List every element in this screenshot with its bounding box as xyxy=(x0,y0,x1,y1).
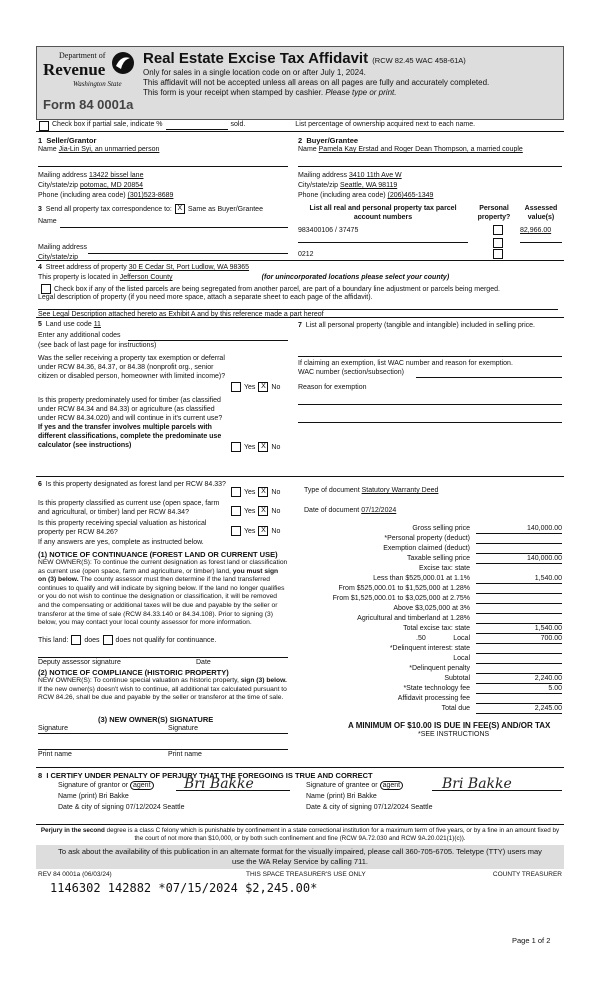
print-name-label-1: Print name xyxy=(38,751,72,758)
revenue-swoosh-icon xyxy=(111,51,135,75)
tier-3-value[interactable] xyxy=(476,595,562,604)
treasurer-stamp: 1146302 142882 *07/15/2024 $2,245.00* xyxy=(50,881,318,895)
s7-line-1[interactable] xyxy=(298,356,562,357)
grantee-date[interactable]: 07/12/2024 Seattle xyxy=(373,804,433,811)
new-owner-print-line[interactable] xyxy=(38,749,288,750)
rcw-ref: (RCW 82.45 WAC 458-61A) xyxy=(372,56,466,65)
notice-2-title: (2) NOTICE OF COMPLIANCE (HISTORIC PROPERTY) xyxy=(38,668,229,677)
personal-checkbox-2[interactable] xyxy=(493,238,503,248)
delinquent-penalty-label: *Delinquent penalty xyxy=(409,665,470,672)
grantee-sig-row: Signature of grantee or agent xyxy=(306,782,403,790)
assessed-value-1[interactable]: 82,966.00 xyxy=(520,227,552,234)
notice-3-title: (3) NEW OWNER(S) SIGNATURE xyxy=(98,715,214,724)
this-land-row: This land: does does not qualify for continuance. xyxy=(38,636,217,644)
exemption-label: Exemption claimed (deduct) xyxy=(383,545,470,552)
certify-statement: 8 I CERTIFY UNDER PENALTY OF PERJURY THAT THE FOREGOING IS TRUE AND CORRECT xyxy=(38,771,373,780)
subtotal-value[interactable]: 2,240.00 xyxy=(476,675,562,684)
partial-percent-field[interactable] xyxy=(166,121,228,130)
s7-text: 7 List all personal property (tangible and intangible) included in selling price. xyxy=(298,322,535,329)
partial-sale-label: Check box if partial sale, indicate % xyxy=(52,121,163,129)
seller-city[interactable]: potomac, MD 20854 xyxy=(80,182,144,189)
dept-label: Department of xyxy=(59,51,106,60)
segregated-checkbox[interactable] xyxy=(41,284,51,294)
tier-5-value[interactable] xyxy=(476,615,562,624)
header-line-3: This form is your receipt when stamped by cashier. Please type or print. xyxy=(143,88,397,97)
delinquent-state-label: *Delinquent interest: state xyxy=(389,645,470,652)
tier-1-value[interactable]: 1,540.00 xyxy=(476,575,562,584)
land-use-row: 5 Land use code 11 xyxy=(38,321,224,329)
total-due-label: Total due xyxy=(441,705,470,712)
deputy-date-label: Date xyxy=(196,659,211,666)
s5-question-2: Is this property predominately used for timber (as classified under RCW 84.34 and 84.33) or agriculture (as classified under RCW 84.34.020) and will continue in it's current use? If yes and the transfer involves multiple parcels with different classifications, complete the predominate use calculator (see instructions) xyxy=(38,397,223,449)
s3-name-line[interactable] xyxy=(60,227,288,228)
tier-5-label: Agricultural and timberland at 1.28% xyxy=(357,615,470,622)
partial-sale-checkbox[interactable] xyxy=(39,121,49,131)
parcel-line-1 xyxy=(298,242,468,243)
footer-row xyxy=(36,869,564,881)
tier-2-label: From $525,000.01 to $1,525,000 at 1.28% xyxy=(338,585,470,592)
total-state-value[interactable]: 1,540.00 xyxy=(476,625,562,634)
wac-line[interactable] xyxy=(416,377,562,378)
legal-label: Legal description of property (if you need more space, attach a separate sheet to each page of the affidavit). xyxy=(38,294,373,301)
s6-q1-yes-checkbox[interactable] xyxy=(231,487,241,497)
delinquent-local-label: Local xyxy=(453,655,470,662)
local-rate[interactable]: .50 xyxy=(416,635,426,642)
s6-q3-no-checkbox[interactable]: X xyxy=(258,526,268,536)
revenue-logo xyxy=(39,49,137,115)
taxable-value[interactable]: 140,000.00 xyxy=(476,555,562,564)
s7-claim: If claiming an exemption, list WAC number and reason for exemption. xyxy=(298,360,513,367)
gross-label: Gross selling price xyxy=(412,525,470,532)
seller-mail-row: Mailing address 13422 bissel lane xyxy=(38,172,144,179)
doc-date[interactable]: 07/12/2024 xyxy=(361,507,397,514)
seller-name[interactable]: Jia-Lin Syi, an unmarried person xyxy=(58,146,160,153)
ownership-note: List percentage of ownership acquired next to each name. xyxy=(295,121,476,129)
same-as-buyer-checkbox[interactable]: X xyxy=(175,204,185,214)
s5-q2-no-checkbox[interactable]: X xyxy=(258,442,268,452)
deputy-line[interactable] xyxy=(38,657,288,658)
seller-buyer-section xyxy=(36,131,564,260)
subtotal-label: Subtotal xyxy=(444,675,470,682)
deputy-label: Deputy assessor signature xyxy=(38,659,121,666)
delinquent-penalty-value[interactable] xyxy=(476,665,562,674)
s6-question-1: 6 Is this property designated as forest land per RCW 84.33? xyxy=(38,481,226,488)
accessibility-notice: To ask about the availability of this publication in an alternate format for the visually impaired, please call 360-705-6705. Teletype (TTY) users may use the WA Relay Service by calling 711. xyxy=(36,845,564,869)
s7-reason: Reason for exemption xyxy=(298,384,367,391)
grantor-date[interactable]: 07/12/2024 Seattle xyxy=(125,804,185,811)
s6-q2-answer: Yes X No xyxy=(228,506,280,516)
local-value[interactable]: 700.00 xyxy=(476,635,562,644)
delinquent-state-value[interactable] xyxy=(476,645,562,654)
personal-col-header: Personal property? xyxy=(477,205,511,221)
s5-q2-yes-checkbox[interactable] xyxy=(231,442,241,452)
rev-number: REV 84 0001a (06/03/24) xyxy=(38,871,112,878)
see-instructions: (see back of last page for instructions) xyxy=(38,342,157,349)
seller-mail[interactable]: 13422 bissel lane xyxy=(88,172,144,179)
buyer-blank-line xyxy=(298,166,562,167)
grantee-sig-line xyxy=(432,790,562,791)
buyer-city[interactable]: Seattle, WA 98119 xyxy=(340,182,398,189)
s7-wac: WAC number (section/subsection) xyxy=(298,369,404,376)
print-name-label-2: Print name xyxy=(168,751,202,758)
section-8 xyxy=(36,767,564,824)
parcels-col-header: List all real and personal property tax parcel account numbers xyxy=(309,205,457,221)
legal-blank-line xyxy=(38,309,558,310)
seller-heading: 1 Seller/Grantor xyxy=(38,136,97,145)
partial-sale-row xyxy=(36,120,564,131)
addl-codes-label: Enter any additional codes xyxy=(38,332,121,339)
form-title: Real Estate Excise Tax Affidavit (RCW 82.45 WAC 458-61A) xyxy=(143,50,466,67)
buyer-phone[interactable]: (206)465-1349 xyxy=(387,192,434,199)
affidavit-fee-value[interactable] xyxy=(476,695,562,704)
s6-q1-answer: Yes X No xyxy=(228,487,280,497)
personal-checkbox-3[interactable] xyxy=(493,249,503,259)
section-4 xyxy=(36,260,564,317)
s3-mail-label: Mailing address xyxy=(38,244,88,251)
s3-mail-line[interactable] xyxy=(88,253,288,254)
reason-line-1[interactable] xyxy=(298,404,562,405)
grantor-sig-row: Signature of grantor or agent xyxy=(58,782,154,790)
buyer-mail-row: Mailing address 3410 11th Ave W xyxy=(298,172,402,179)
s3-name-label: Name xyxy=(38,218,57,225)
tier-2-value[interactable] xyxy=(476,585,562,594)
s6-q3-yes-checkbox[interactable] xyxy=(231,526,241,536)
buyer-mail[interactable]: 3410 11th Ave W xyxy=(348,172,402,179)
page-number: Page 1 of 2 xyxy=(512,936,551,945)
buyer-city-row: City/state/zip Seattle, WA 98119 xyxy=(298,182,398,189)
tax-table xyxy=(298,525,564,741)
seller-phone-row: Phone (including area code) (301)523-8689 xyxy=(38,192,174,199)
doc-type-row: Type of document Statutory Warranty Deed xyxy=(304,487,522,495)
s3-city-label: City/state/zip xyxy=(38,254,79,261)
header-line-2: This affidavit will not be accepted unless all areas on all pages are fully and accurately completed. xyxy=(143,78,490,87)
see-instructions-note: *SEE INSTRUCTIONS xyxy=(418,731,490,738)
gross-value[interactable]: 140,000.00 xyxy=(476,525,562,534)
s6-question-2: Is this property classified as current use (open space, farm and agricultural, or timber) land per RCW 84.34? xyxy=(38,500,220,516)
parcel-1[interactable]: 983400106 / 37475 xyxy=(298,227,359,234)
personal-label: *Personal property (deduct) xyxy=(384,535,470,542)
s6-q2-no-checkbox[interactable]: X xyxy=(258,506,268,516)
tier-4-label: Above $3,025,000 at 3% xyxy=(393,605,470,612)
grantor-signature[interactable]: Bri Bakke xyxy=(184,776,254,792)
tier-3-label: From $1,525,000.01 to $3,025,000 at 2.75% xyxy=(332,595,470,602)
grantor-name[interactable]: Bri Bakke xyxy=(98,793,129,800)
buyer-heading: 2 Buyer/Grantee xyxy=(298,136,359,145)
street-address[interactable]: 30 E Cedar St, Port Ludlow, WA 98365 xyxy=(128,264,250,271)
excise-state-label: Excise tax: state xyxy=(419,565,470,572)
grantee-name[interactable]: Bri Bakke xyxy=(346,793,377,800)
tier-1-label: Less than $525,000.01 at 1.1% xyxy=(373,575,470,582)
s6-q3-answer: Yes X No xyxy=(228,526,280,536)
grantee-date-row: Date & city of signing 07/12/2024 Seattle xyxy=(306,804,433,811)
legal-description[interactable]: See Legal Description attached hereto as Exhibit A and by this reference made a part hereof xyxy=(38,311,324,318)
grantee-name-row: Name (print) Bri Bakke xyxy=(306,793,377,800)
s6-question-3: Is this property receiving special valuation as historical property per RCW 84.26? xyxy=(38,520,207,536)
signature-label-2: Signature xyxy=(168,725,198,732)
seller-city-row: City/state/zip potomac, MD 20854 xyxy=(38,182,144,189)
personal-checkbox-1[interactable] xyxy=(493,225,503,235)
notice-2-text: NEW OWNER(S): To continue special valuation as historic property, sign (3) below. If the new owner(s) doesn't wish to continue, all additional tax calculated pursuant to RCW 84.26, shall be due and payable by the seller or transferor at the time of sale. xyxy=(38,677,287,702)
assessed-col-header: Assessed value(s) xyxy=(524,205,558,221)
s5-q1-yes-checkbox[interactable] xyxy=(231,382,241,392)
seller-name-row: Name Jia-Lin Syi, an unmarried person xyxy=(38,146,160,153)
buyer-name-row: Name Pamela Kay Erstad and Roger Dean Thompson, a married couple xyxy=(298,146,523,153)
exemption-value[interactable] xyxy=(476,545,562,554)
county-value[interactable]: Jefferson County xyxy=(119,274,173,281)
s6-q2-yes-checkbox[interactable] xyxy=(231,506,241,516)
s6-if-any: If any answers are yes, complete as instructed below. xyxy=(38,539,204,546)
s6-q1-no-checkbox[interactable]: X xyxy=(258,487,268,497)
title-area xyxy=(143,50,559,98)
grantor-name-row: Name (print) Bri Bakke xyxy=(58,793,129,800)
does-not-checkbox[interactable] xyxy=(103,635,113,645)
notice-1-title: (1) NOTICE OF CONTINUANCE (FOREST LAND OR CURRENT USE) xyxy=(38,550,278,559)
form-number: Form 84 0001a xyxy=(43,97,134,112)
addl-codes-line[interactable] xyxy=(128,340,288,341)
s5-q1-no-checkbox[interactable]: X xyxy=(258,382,268,392)
grantor-sig-line xyxy=(176,790,290,791)
treasurer-use: THIS SPACE TREASURER'S USE ONLY xyxy=(246,871,366,878)
county-row: This property is located in Jefferson County (for unincorporated locations please select your county) xyxy=(38,274,450,281)
does-checkbox[interactable] xyxy=(71,635,81,645)
assessed-line-2 xyxy=(520,242,562,243)
taxable-label: Taxable selling price xyxy=(406,555,470,562)
reason-line-2[interactable] xyxy=(298,422,562,423)
minimum-notice: A MINIMUM OF $10.00 IS DUE IN FEE(S) AND/OR TAX xyxy=(348,721,551,730)
tech-fee-label: *State technology fee xyxy=(403,685,470,692)
notice-1-text: NEW OWNER(S): To continue the current designation as forest land or classification as current use (open space, farm and agriculture, or timber) land, you must sign on (3) below. The county assessor must then determine if the land transferred continues to qualify and will indicate by signing below. If the land no longer qualifies or you do not wish to continue the designation or classification, it will be removed and the compensating or additional taxes will be due and payable by the seller or transferor at the time of sale (RCW 84.33.140 or 84.34.108). Prior to signing (3) below, you may contact your local county assessor for more information. xyxy=(38,559,288,627)
total-state-label: Total excise tax: state xyxy=(403,625,470,632)
parcel-2[interactable]: 0212 xyxy=(298,251,314,258)
header-line-1: Only for sales in a single location code on or after July 1, 2024. xyxy=(143,68,366,77)
street-row: 4 Street address of property 30 E Cedar St, Port Ludlow, WA 98365 xyxy=(38,264,250,271)
perjury-notice: Perjury in the second degree is a class C felony which is punishable by confinement in a state correctional institution for a maximum term of five years, or by a fine in an amount fixed by the court of not more than $10,000, or by both such confinement and fine (RCW 9A.72.030 and RCW 9A.20.021(1)(c)). xyxy=(36,824,564,845)
buyer-name[interactable]: Pamela Kay Erstad and Roger Dean Thompson, a married couple xyxy=(318,146,523,153)
revenue-label: Revenue xyxy=(43,60,106,79)
new-owner-sig-line[interactable] xyxy=(38,733,288,734)
s5-q1-answer: Yes X No xyxy=(228,382,280,392)
grantee-signature[interactable]: Bri Bakke xyxy=(442,776,512,792)
tier-4-value[interactable] xyxy=(476,605,562,614)
form-page xyxy=(36,46,564,899)
s5-question-1: Was the seller receiving a property tax exemption or deferral under RCW 84.36, 84.37, or 84.38 (nonprofit org., senior citizen or disabled person, homeowner with limited income)? xyxy=(38,355,226,380)
land-use-code[interactable]: 11 xyxy=(93,321,101,328)
tech-fee-value[interactable]: 5.00 xyxy=(476,685,562,694)
delinquent-local-value[interactable] xyxy=(476,655,562,664)
washington-state-label: Washington State xyxy=(73,80,122,88)
s3-row: 3 Send all property tax correspondence to: X Same as Buyer/Grantee xyxy=(38,205,263,213)
total-due-value[interactable]: 2,245.00 xyxy=(476,705,562,714)
seller-phone[interactable]: (301)523-8689 xyxy=(127,192,174,199)
affidavit-fee-label: Affidavit processing fee xyxy=(397,695,470,702)
county-treasurer: COUNTY TREASURER xyxy=(492,871,562,878)
seller-blank-line xyxy=(38,166,288,167)
buyer-phone-row: Phone (including area code) (206)465-1349 xyxy=(298,192,434,199)
section-5-7 xyxy=(36,317,564,476)
grantor-date-row: Date & city of signing 07/12/2024 Seattle xyxy=(58,804,185,811)
personal-value[interactable] xyxy=(476,535,562,544)
doc-date-row: Date of document 07/12/2024 xyxy=(304,507,521,515)
doc-type[interactable]: Statutory Warranty Deed xyxy=(361,487,439,494)
signature-label-1: Signature xyxy=(38,725,68,732)
form-header xyxy=(36,46,564,120)
segregated-row: Check box if any of the listed parcels are being segregated from another parcel, are part of a boundary line adjustment or parcels being merged. xyxy=(38,284,500,294)
s5-q2-answer: Yes X No xyxy=(228,442,280,452)
local-label: Local xyxy=(453,635,470,642)
sold-label: sold. xyxy=(230,121,246,129)
section-6-tax xyxy=(36,476,564,767)
